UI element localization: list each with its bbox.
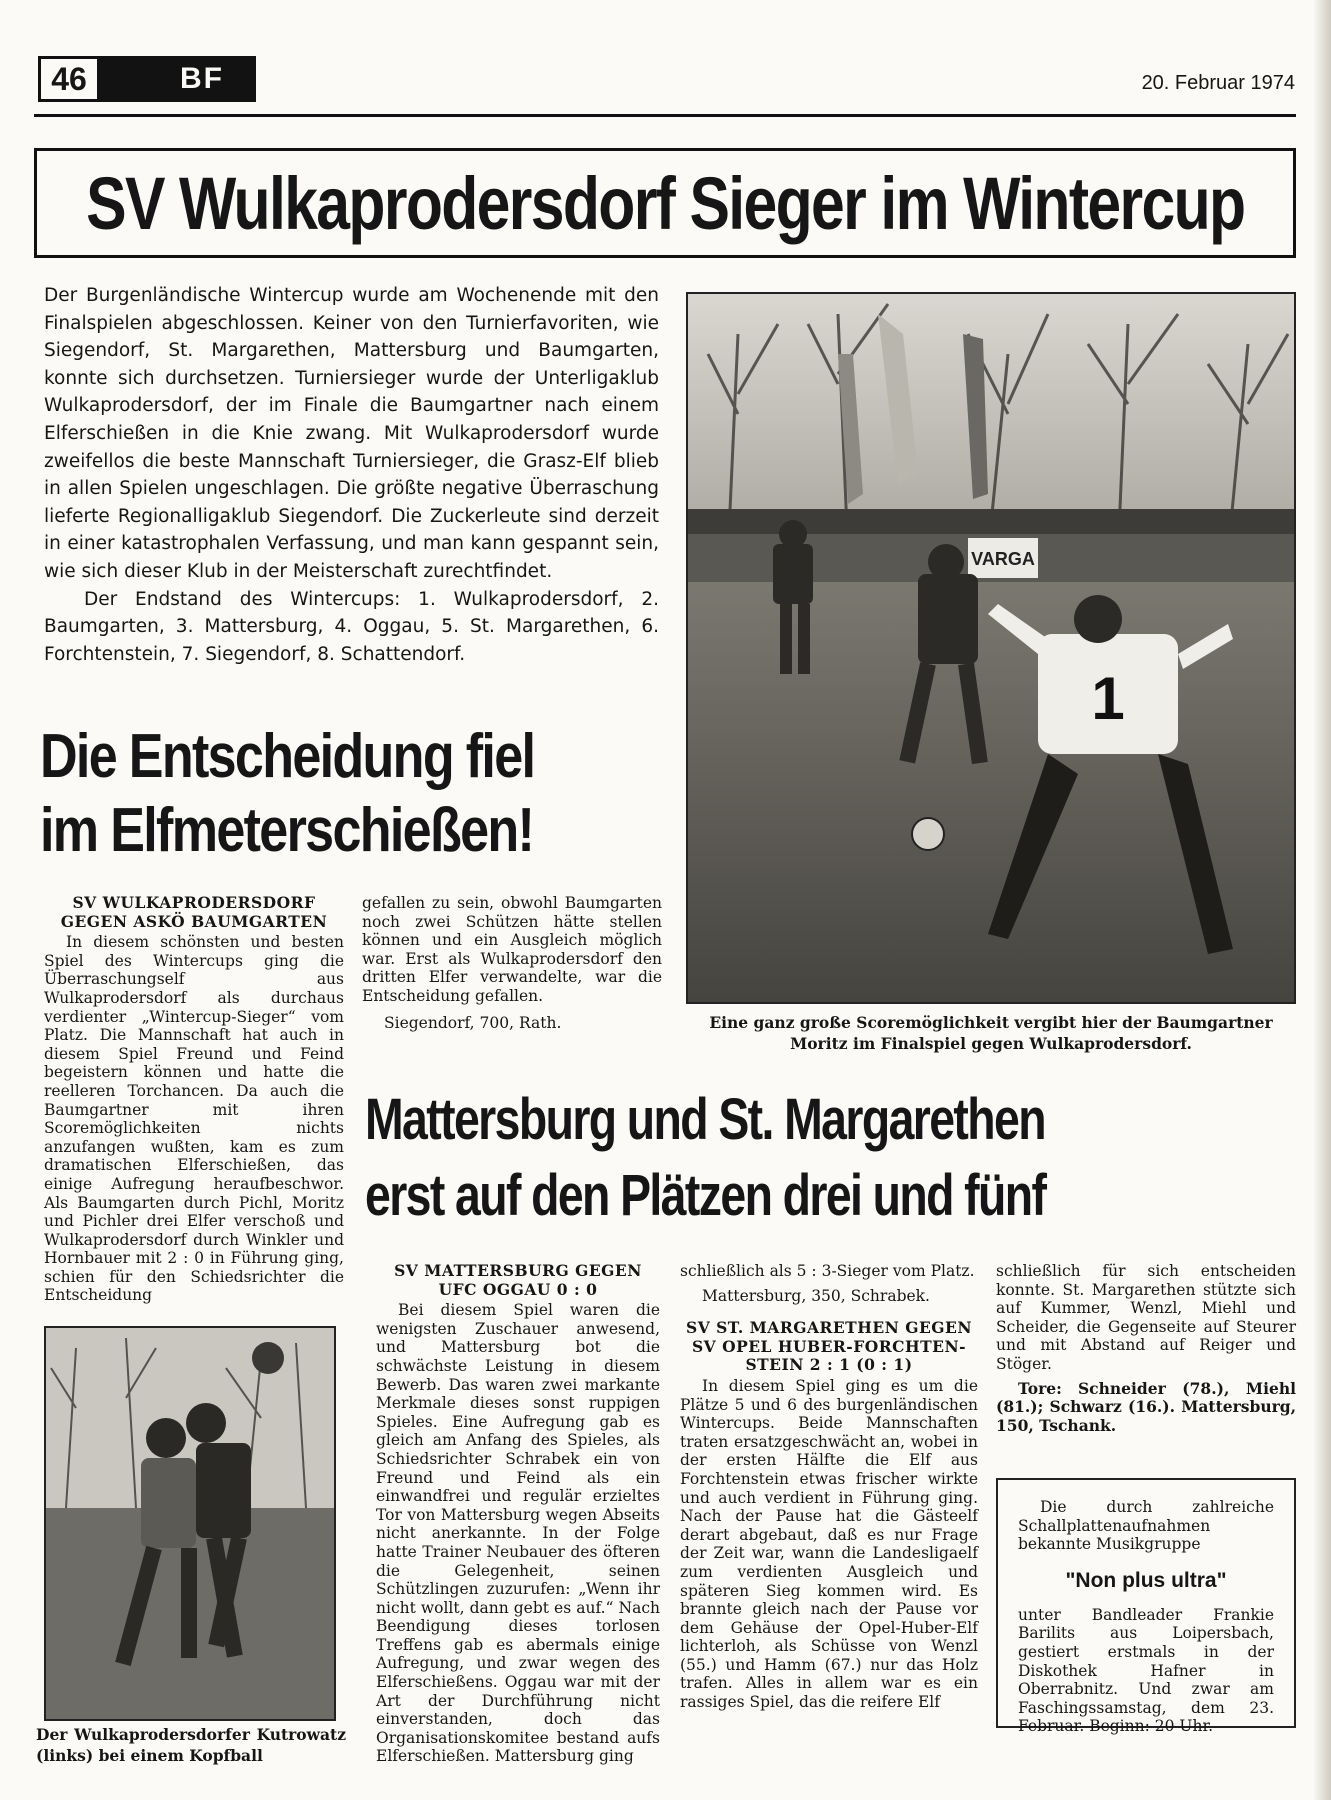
headline-mattersburg-line-1: Mattersburg und St. Margarethen (365, 1087, 1045, 1152)
intro-paragraph-2: Der Endstand des Wintercups: 1. Wulkaprodersdorf, 2. Baumgarten, 3. Mattersburg, 4. Oggau, 5. St. Margarethen, 6. Forchtenstein, 7. Siegendorf, 8. Schattendorf. (44, 588, 659, 665)
caption-small-photo: Der Wulkaprodersdorfer Kutrowatz (links) bei einem Kopfball (36, 1725, 346, 1765)
subhead-line-2: SV OPEL HUBER-FORCHTEN- (691, 1336, 967, 1356)
article-margarethen-subhead (680, 1319, 978, 1375)
article-wulkaprodersdorf-column-2 (362, 894, 662, 1032)
headline-entscheidung-line-2: im Elfmeterschießen! (40, 796, 534, 865)
main-headline: SV Wulkaprodersdorf Sieger im Wintercup (85, 161, 1245, 245)
headline-box (34, 148, 1296, 258)
newspaper-logo: BF (98, 56, 256, 102)
photo-banner-text: VARGA (971, 549, 1035, 569)
issue-date: 20. Februar 1974 (1141, 72, 1295, 94)
band-name: "Non plus ultra" (1065, 1568, 1227, 1592)
headline-mattersburg-line-2: erst auf den Plätzen drei und fünf (365, 1163, 1046, 1228)
subhead-line-1: SV ST. MARGARETHEN GEGEN (686, 1318, 972, 1338)
page-number: 46 (38, 56, 100, 102)
goals-text: Schneider (78.), Miehl (81.); Schwarz (16.). Mattersburg, 150, Tschank. (996, 1378, 1296, 1435)
article-wulkaprodersdorf-subhead (44, 894, 344, 931)
article-margarethen-column-2 (996, 1262, 1296, 1435)
subhead-line-3: STEIN 2 : 1 (0 : 1) (745, 1355, 913, 1375)
music-intro: Die durch zahlreiche Schallplattenaufnahmen bekannte Musikgruppe (1018, 1498, 1274, 1554)
top-rule (34, 114, 1296, 117)
article-margarethen-text-b: schließlich für sich entscheiden konnte. St. Margarethen stützte sich auf Kummer, Wenzl, Miehl und Scheider, die Gegenseite auf Steurer und mit Abstand auf Reiger und Stöger. (996, 1262, 1296, 1373)
article-wulkaprodersdorf-text-a: In diesem schönsten und besten Spiel des Wintercups ging die Überraschungself aus Wulkaprodersdorf als durchaus verdienter „Wintercup-Sieger“ vom Platz. Die Mannschaft hat auch in diesem Spiel Freund und Feind begeistern können und hatte die reelleren Torchancen. Da auch die Baumgartner mit ihren Scoremöglichkeiten nichts anzufangen wußten, kam es zum dramatischen Elferschießen, das einige Aufregung heraufbeschwor. Als Baumgarten durch Pichl, Moritz und Pichler drei Elfer verschoß und Wulkaprodersdorf durch Winkler und Hornbauer mit 2 : 0 in Führung ging, schien für den Schiedsrichter die Entscheidung (44, 933, 344, 1305)
photo-header-scene (46, 1328, 334, 1719)
subhead-line-1: SV WULKAPRODERSDORF (72, 893, 316, 912)
intro-text (44, 282, 659, 668)
article-mattersburg-footer: Mattersburg, 350, Schrabek. (702, 1286, 930, 1305)
goals-label: Tore: (1018, 1378, 1062, 1398)
page-edge (1313, 0, 1331, 1800)
photo-kopfball (44, 1326, 336, 1721)
article-wulkaprodersdorf-footer: Siegendorf, 700, Rath. (384, 1013, 562, 1032)
music-announcement-box (996, 1478, 1296, 1736)
photo-finalspiel (686, 292, 1296, 1004)
subhead-line-2: GEGEN ASKÖ BAUMGARTEN (60, 911, 328, 931)
subhead-line-2: UFC OGGAU 0 : 0 (438, 1279, 598, 1299)
article-margarethen-column (680, 1262, 978, 1712)
music-text: unter Bandleader Frankie Barilits aus Loipersbach, gestiert erstmals in der Diskothek Hafner in Oberrabnitz. Und zwar am Faschingssamstag, dem 23. Februar. Beginn: 20 Uhr. (1018, 1605, 1274, 1736)
article-margarethen-goals (996, 1380, 1296, 1436)
article-margarethen-text-a: In diesem Spiel ging es um die Plätze 5 und 6 des burgenländischen Wintercups. Beide Mannschaften traten ersatzgeschwächt an, wobei in der ersten Hälfte die Elf aus Forchtenstein etwas frischer wirkte und auch verdient in Führung ging. Nach der Pause hat die Gästeelf derart abgebaut, daß es nur Frage der Zeit war, wann die Landesligaelf zum verdienten Ausgleich und späteren Sieg kommen wird. Es brannte gleich nach der Pause vor dem Gehäuse der Opel-Huber-Elf lichterloh, als Schüsse von Wenzl (55.) und Hamm (67.) nur das Holz trafen. Alles in allem war es ein rassiges Spiel, das die reifere Elf (680, 1376, 978, 1712)
article-mattersburg-text-a: Bei diesem Spiel waren die wenigsten Zuschauer anwesend, und Mattersburg bot die schwächste Leistung in diesem Bewerb. Das waren zwei markante Merkmale dieses sonst ruppigen Spieles. Eine Aufregung gab es gleich am Anfang des Spieles, als Schiedsrichter Schrabek ein von Freund und Feind als ein einwandfrei und regulär erzieltes Tor von Mattersburg wegen Abseits nicht anerkannte. In der Folge hatte Trainer Neubauer des öfteren die Gelegenheit, seinen Schützlingen zuzurufen: „Wenn ihr nicht wollt, dann gebt es auf.“ Nach Beendigung dieses torlosen Treffens gab es abermals einige Aufregung, und zwar wegen des Elferschießens. Oggau war mit der Art der Durchführung nicht einverstanden, doch das Organisationskomitee bestand aufs Elferschießen. Mattersburg ging (376, 1301, 660, 1766)
photo-jersey-number: 1 (1091, 665, 1125, 732)
article-wulkaprodersdorf-column-1 (44, 894, 344, 1305)
headline-entscheidung (40, 720, 534, 868)
intro-paragraph-1: Der Burgenländische Wintercup wurde am Wochenende mit den Finalspielen abgeschlossen. Keiner von den Turnierfavoriten, wie Siegendorf, St. Margarethen, Mattersburg und Baumgarten, konnte sich durchsetzen. Turniersieger wurde der Unterligaklub Wulkaprodersdorf, der im Finale die Baumgartner nach einem Elferschießen in die Knie zwang. Mit Wulkaprodersdorf wurde zweifellos die beste Mannschaft Turniersieger, die Grasz-Elf blieb in allen Spielen ungeschlagen. Die größte negative Überraschung lieferte Regionalligaklub Siegendorf. Die Zuckerleute sind derzeit in einer katastrophalen Verfassung, und man kann gespannt sein, wie sich dieser Klub in der Meisterschaft zurechtfindet. (44, 285, 659, 582)
article-wulkaprodersdorf-text-b: gefallen zu sein, obwohl Baumgarten noch zwei Schützen hätte stellen können und ein Ausgleich möglich war. Erst als Wulkaprodersdorf den dritten Elfer verwandelte, war die Entscheidung gefallen. (362, 894, 662, 1005)
article-mattersburg-subhead (376, 1262, 660, 1299)
article-mattersburg-text-b: schließlich als 5 : 3-Sieger vom Platz. (680, 1262, 975, 1280)
caption-main-photo: Eine ganz große Scoremöglichkeit vergibt hier der Baumgartner Moritz im Finalspiel gegen Wulkaprodersdorf. (709, 1013, 1273, 1053)
headline-entscheidung-line-1: Die Entscheidung fiel (40, 722, 535, 791)
subhead-line-1: SV MATTERSBURG GEGEN (394, 1261, 642, 1280)
photo-football-scene (688, 294, 1294, 1002)
headline-mattersburg (365, 1082, 1045, 1234)
article-mattersburg-column (376, 1262, 660, 1766)
